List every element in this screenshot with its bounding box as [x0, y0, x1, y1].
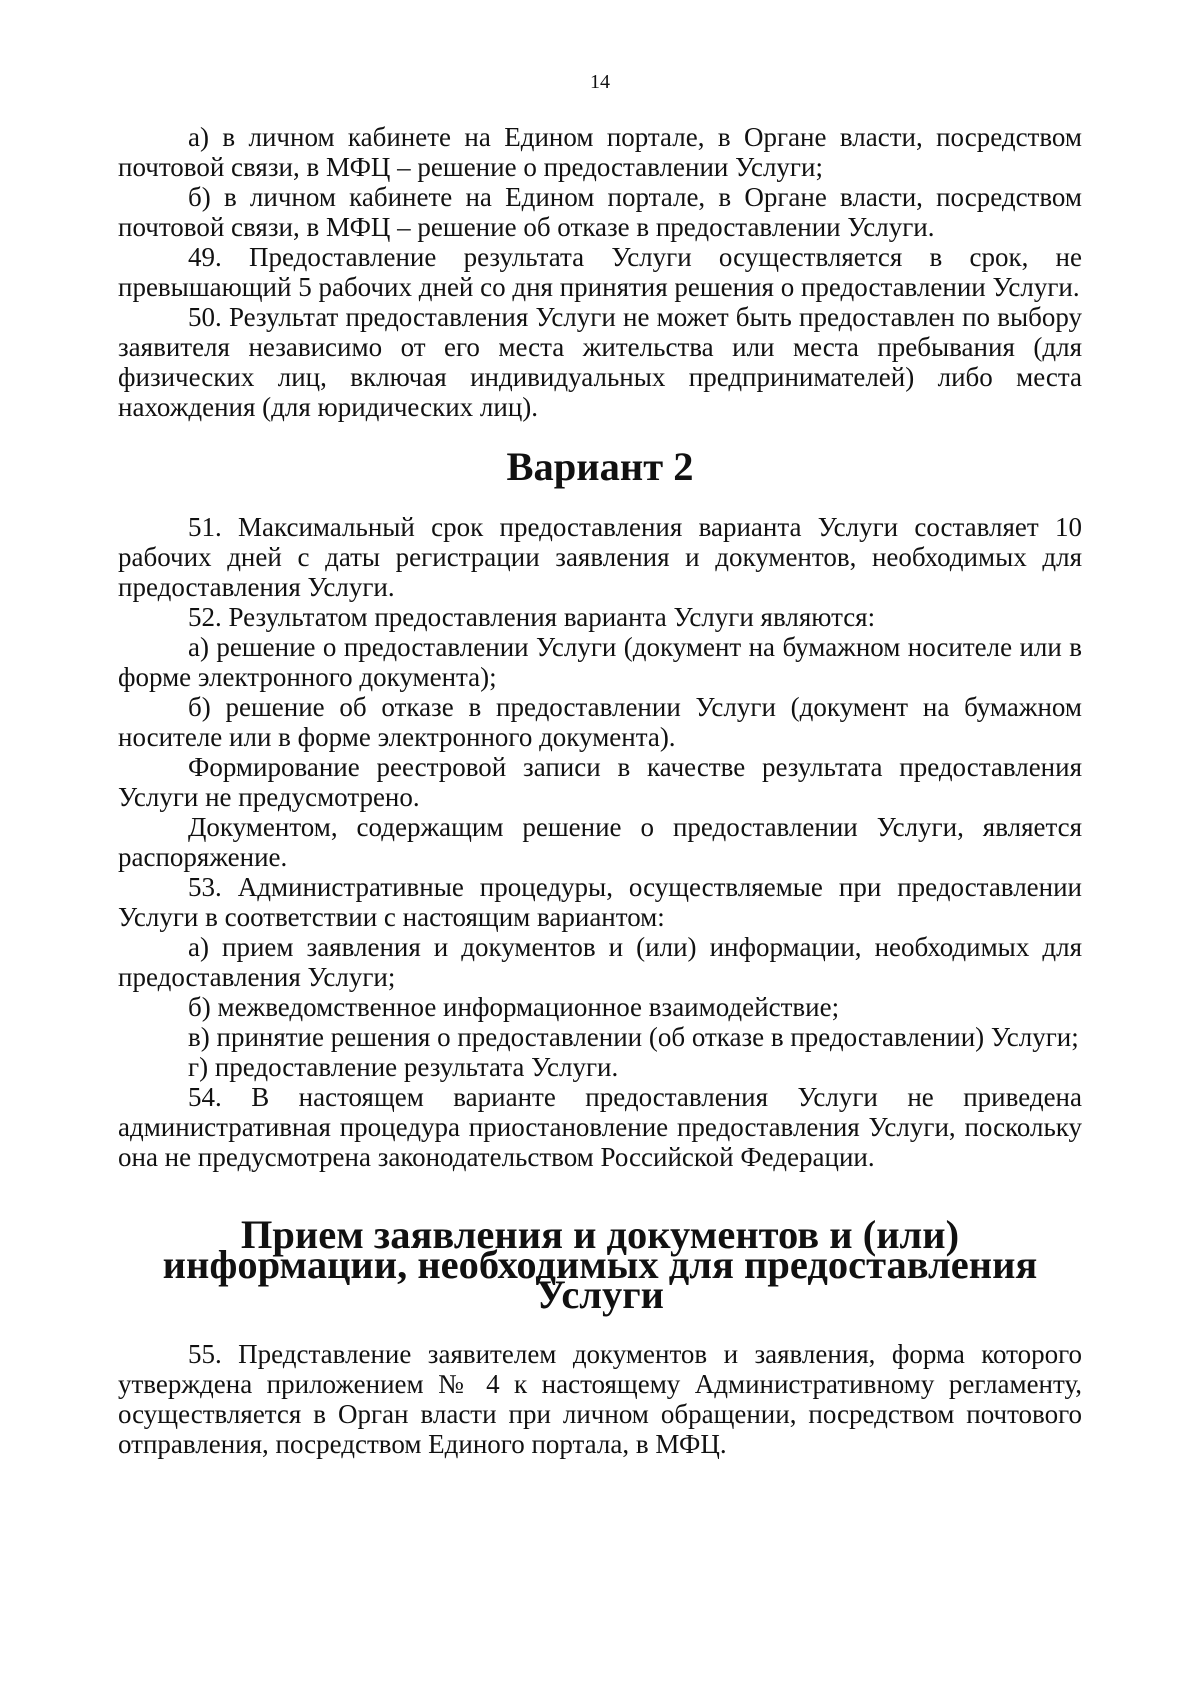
paragraph-49: 49. Предоставление результата Услуги осуществляется в срок, не превышающий 5 рабочих дней со дня принятия решения о предоставлении Услуги. [118, 242, 1082, 302]
paragraph-53a: а) прием заявления и документов и (или) информации, необходимых для предоставления Услуги; [118, 932, 1082, 992]
paragraph-53b: б) межведомственное информационное взаимодействие; [188, 992, 840, 1022]
paragraph-54: 54. В настоящем варианте предоставления Услуги не приведена административная процедура приостановление предоставления Услуги, поскольку она не предусмотрена законодательством Российской Федерации. [118, 1082, 1082, 1172]
section-heading-application-intake: Прием заявления и документов и (или) информации, необходимых для предоставления Услуги [162, 1212, 1038, 1317]
paragraph-decision-document: Документом, содержащим решение о предоставлении Услуги, является распоряжение. [118, 812, 1082, 872]
paragraph-50: 50. Результат предоставления Услуги не может быть предоставлен по выбору заявителя независимо от его места жительства или места пребывания (для физических лиц, включая индивидуальных предпринимателей) либо места нахождения (для юридических лиц). [118, 302, 1082, 422]
paragraph-51: 51. Максимальный срок предоставления варианта Услуги составляет 10 рабочих дней с даты регистрации заявления и документов, необходимых для предоставления Услуги. [118, 512, 1082, 602]
paragraph-53c: в) принятие решения о предоставлении (об отказе в предоставлении) Услуги; [188, 1022, 1079, 1052]
page-number: 14 [590, 71, 610, 93]
paragraph-53d: г) предоставление результата Услуги. [188, 1052, 619, 1082]
paragraph-55: 55. Представление заявителем документов и заявления, форма которого утверждена приложением № 4 к настоящему Административному регламенту, осуществляется в Орган власти при личном обращении, посредством почтового отправления, посредством Единого портала, в МФЦ. [118, 1339, 1082, 1459]
paragraph-52a: а) решение о предоставлении Услуги (документ на бумажном носителе или в форме электронного документа); [118, 632, 1082, 692]
paragraph-52b: б) решение об отказе в предоставлении Услуги (документ на бумажном носителе или в форме электронного документа). [118, 692, 1082, 752]
paragraph-48b: б) в личном кабинете на Едином портале, в Органе власти, посредством почтовой связи, в МФЦ – решение об отказе в предоставлении Услуги. [118, 182, 1082, 242]
section-heading-variant-2: Вариант 2 [506, 444, 694, 489]
paragraph-registry-note: Формирование реестровой записи в качестве результата предоставления Услуги не предусмотрено. [118, 752, 1082, 812]
paragraph-48a: а) в личном кабинете на Едином портале, в Органе власти, посредством почтовой связи, в МФЦ – решение о предоставлении Услуги; [118, 122, 1082, 182]
paragraph-52: 52. Результатом предоставления варианта Услуги являются: [188, 602, 876, 632]
page-body [118, 122, 1082, 1459]
paragraph-53: 53. Административные процедуры, осуществляемые при предоставлении Услуги в соответствии с настоящим вариантом: [118, 872, 1082, 932]
